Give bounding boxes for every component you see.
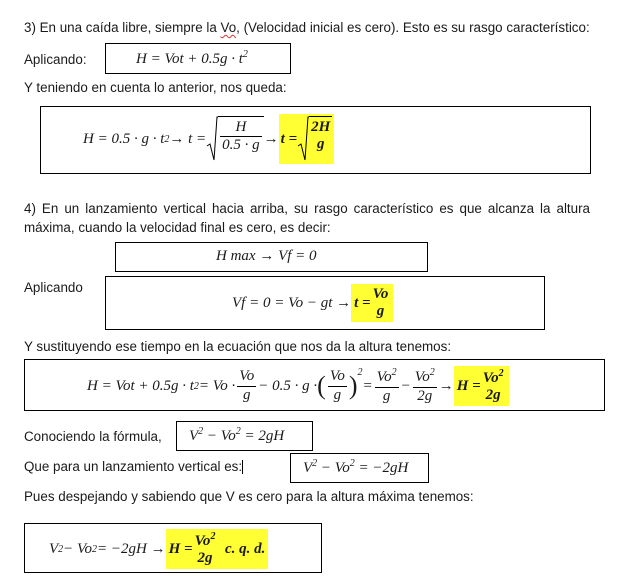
highlighted-result-height: H = Vo$^2$ 2g — [454, 366, 509, 406]
equation-kinematic: $V^2 - Vo^2 = 2gH$ — [189, 426, 285, 444]
equation-kinematic-vertical: $V^2 - Vo^2 = -2gH$ — [303, 458, 409, 476]
equation-height-vertical: H = Vot + 0.5g · t 2 = Vo · $\frac{Vo}{g}$ − 0.5 · g · ( $\frac{Vo}{g}$ ) $^2$ = $\frac{Vo^2}{g}$ − $\frac{Vo^2}{2g}$ → H = Vo$^2$ 2g — [87, 363, 509, 409]
equation-time-free-fall: H = 0.5 · g · t 2 → t = $\frac{H}{0.5 \cdot g}$ → t = 2H g — [83, 119, 334, 159]
highlighted-result-time: t = 2H g — [279, 114, 335, 164]
que-para-text: Que para un lanzamiento vertical es: — [24, 459, 243, 474]
equation-final: V 2 − Vo 2 = −2gH → H = Vo$^2$ 2g c. q. d. — [49, 527, 268, 571]
equation-box-1 — [105, 43, 291, 74]
equation-box-height — [24, 359, 605, 411]
pues-text: Pues despejando y sabiendo que V es cero para la altura máxima tenemos: — [24, 489, 474, 504]
section4-intro: 4) En un lanzamiento vertical hacia arriba, su rasgo característico es que alcanza la altura máxima, cuando la velocidad final es cero, es decir: — [24, 201, 590, 235]
equation-box-vertical — [290, 453, 429, 483]
highlighted-result-time-2: t = Vo g — [351, 284, 393, 322]
equation-hmax: H max → Vf = 0 — [216, 248, 317, 264]
section3-intro: 3) En una caída libre, siempre la Vo, (Velocidad inicial es cero). Esto es su rasgo característico: — [24, 20, 590, 35]
teniendo-text: Y teniendo en cuenta lo anterior, nos queda: — [24, 80, 287, 95]
highlighted-result-final: H = Vo$^2$ 2g c. q. d. — [166, 529, 269, 569]
spell-underline-word: Vo — [220, 20, 237, 35]
equation-box-formula — [176, 421, 313, 451]
sqrt-expression-1: $\frac{H}{0.5 \cdot g}$ — [206, 116, 264, 162]
text-cursor — [242, 460, 243, 474]
aplicando-label-1: Aplicando: — [24, 52, 87, 67]
equation-box-final — [24, 523, 322, 573]
sqrt-symbol — [206, 116, 218, 162]
equation-vf: Vf = 0 = Vo − gt → t = Vo g — [232, 281, 393, 325]
equation-box-hmax — [115, 242, 428, 272]
sustituyendo-text: Y sustituyendo ese tiempo en la ecuación que nos da la altura tenemos: — [24, 339, 452, 354]
equation-box-vf — [105, 276, 545, 330]
conociendo-text: Conociendo la fórmula, — [24, 429, 162, 444]
equation-height-free-fall: H = Vot + $0.5g \cdot t^2$ — [136, 49, 248, 67]
aplicando-label-2: Aplicando — [24, 280, 83, 295]
equation-box-2 — [40, 106, 591, 174]
